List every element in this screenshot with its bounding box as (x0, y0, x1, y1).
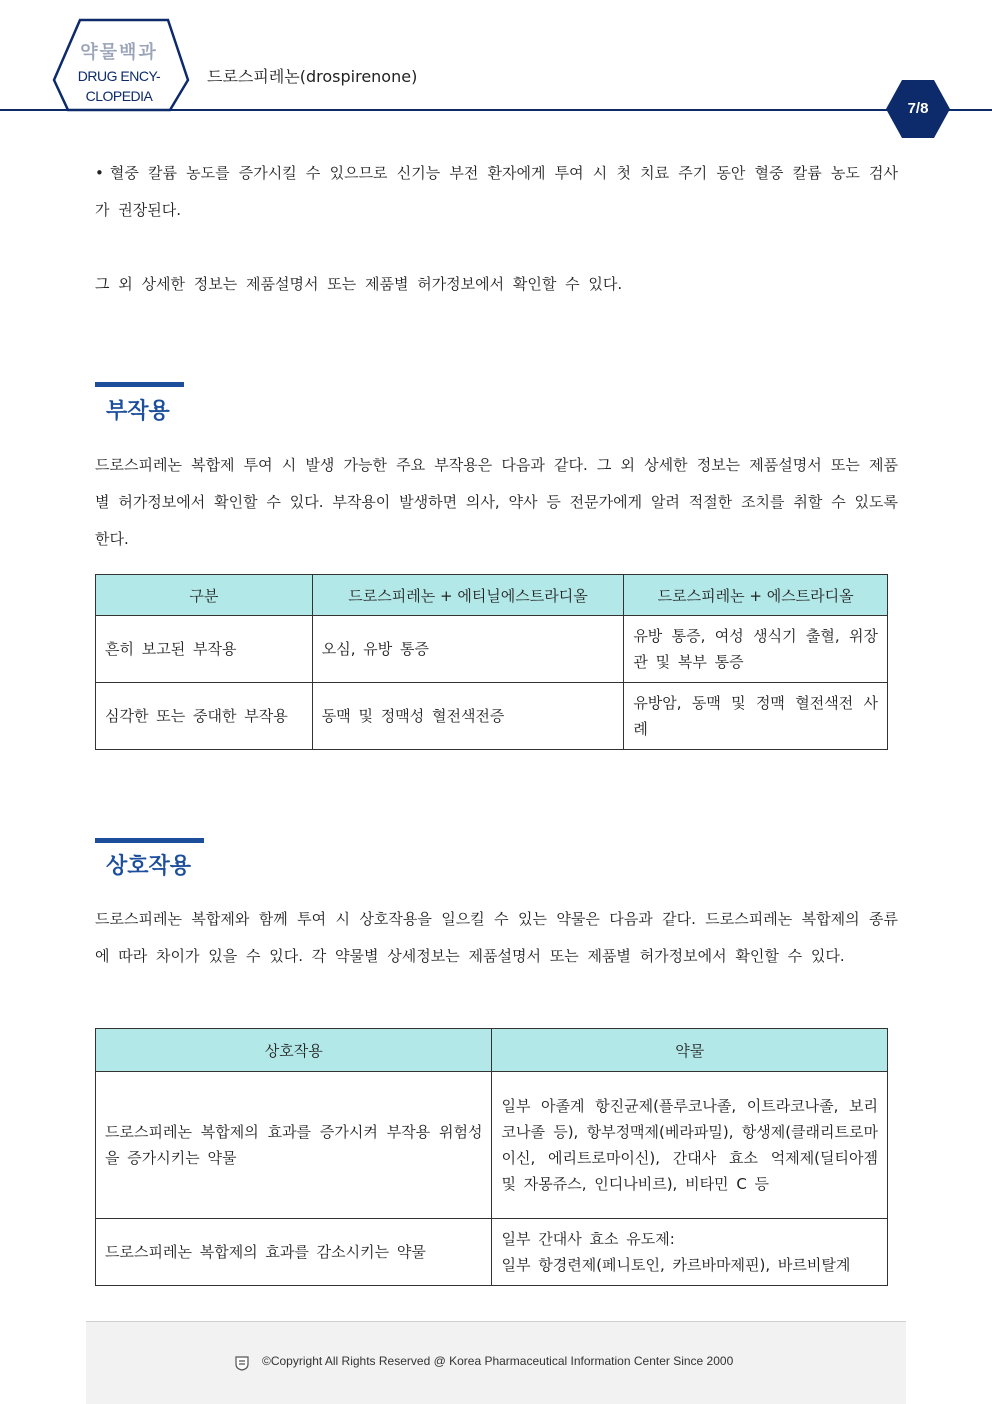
logo-korean-text: 약물백과 (80, 42, 158, 63)
side-effects-description: 드로스피레논 복합제 투여 시 발생 가능한 주요 부작용은 다음과 같다. 그 외 상세한 정보는 제품설명서 또는 제품별 허가정보에서 확인할 수 있다. 부작용이 발생하면 의사, 약사 등 전문가에게 알려 적절한 조치를 취할 수 있도록 한다. (95, 456, 898, 548)
table-cell: 심각한 또는 중대한 부작용 (96, 683, 313, 750)
table-cell: 흔히 보고된 부작용 (96, 616, 313, 683)
table-cell-line: 일부 항경련제(페니토인, 카르바마제핀), 바르비탈계 (501, 1256, 851, 1274)
table-cell: 유방 통증, 여성 생식기 출혈, 위장관 및 복부 통증 (624, 616, 888, 683)
table-header-cell: 구분 (96, 575, 313, 616)
table-row (96, 616, 888, 683)
logo-english-line1: DRUG ENCY- (77, 68, 161, 84)
table-cell: 동맥 및 정맥성 혈전색전증 (312, 683, 624, 750)
page-indicator (886, 80, 950, 138)
intro-note: 그 외 상세한 정보는 제품설명서 또는 제품별 허가정보에서 확인할 수 있다. (95, 275, 623, 293)
table-row (96, 1072, 888, 1219)
kpic-emblem-icon (234, 1355, 250, 1371)
document-title: 드로스피레논(drospirenone) (207, 67, 418, 86)
table-cell: 일부 아졸계 항진균제(플루코나졸, 이트라코나졸, 보리코나졸 등), 항부정맥제(베라파밀), 항생제(클래리트로마이신, 에리트로마이신), 간대사 효소 억제제(딜티아젬 및 자몽쥬스, 인디나비르), 비타민 C 등 (492, 1072, 888, 1219)
copyright-text: ©Copyright All Rights Reserved @ Korea Pharmaceutical Information Center Since 2000 (262, 1354, 734, 1368)
logo-english-line2: CLOPEDIA (85, 88, 153, 104)
table-cell: 유방암, 동맥 및 정맥 혈전색전 사례 (624, 683, 888, 750)
intro-bullet-text: 혈중 칼륨 농도를 증가시킬 수 있으므로 신기능 부전 환자에게 투여 시 첫 치료 주기 동안 혈중 칼륨 농도 검사가 권장된다. (95, 164, 898, 219)
section-title-interactions: 상호작용 (106, 854, 192, 879)
page-number: 7/8 (907, 100, 929, 117)
bullet-symbol: • (95, 164, 104, 182)
intro-bullet-paragraph (95, 155, 898, 229)
table-cell: 드로스피레논 복합제의 효과를 증가시켜 부작용 위험성을 증가시키는 약물 (96, 1072, 492, 1219)
drug-encyclopedia-logo (52, 18, 192, 112)
footer (86, 1321, 906, 1404)
table-cell (492, 1219, 888, 1286)
table-header-cell: 드로스피레논 + 에티닐에스트라디올 (312, 575, 624, 616)
section-bar-interactions (95, 838, 204, 843)
table-header-row (96, 1029, 888, 1072)
table-header-cell: 약물 (492, 1029, 888, 1072)
table-header-row (96, 575, 888, 616)
table-cell: 드로스피레논 복합제의 효과를 감소시키는 약물 (96, 1219, 492, 1286)
section-bar-side-effects (95, 382, 184, 387)
table-row (96, 1219, 888, 1286)
table-header-cell: 상호작용 (96, 1029, 492, 1072)
side-effects-table (95, 574, 888, 750)
table-cell: 오심, 유방 통증 (312, 616, 624, 683)
interactions-table (95, 1028, 888, 1286)
table-header-cell: 드로스피레논 + 에스트라디올 (624, 575, 888, 616)
interactions-description: 드로스피레논 복합제와 함께 투여 시 상호작용을 일으킬 수 있는 약물은 다음과 같다. 드로스피레논 복합제의 종류에 따라 차이가 있을 수 있다. 각 약물별 상세정보는 제품설명서 또는 제품별 허가정보에서 확인할 수 있다. (95, 910, 898, 965)
section-title-side-effects: 부작용 (106, 399, 170, 424)
table-cell-line: 일부 간대사 효소 유도제: (501, 1230, 675, 1248)
table-row (96, 683, 888, 750)
